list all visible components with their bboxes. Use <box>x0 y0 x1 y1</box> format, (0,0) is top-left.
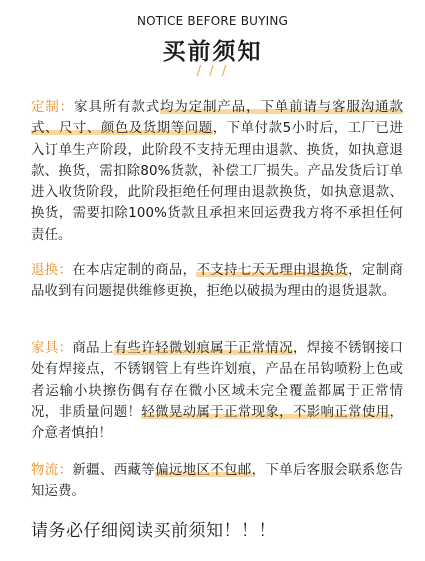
returns-highlight-1: 不支持七天无理由退换货 <box>196 263 349 278</box>
furniture-label: 家具： <box>31 341 73 356</box>
furniture-text-1: 商品上 <box>72 341 114 356</box>
shipping-section <box>31 460 403 503</box>
reminder-footer: 请务必仔细阅读买前须知！！！ <box>31 521 276 541</box>
custom-highlight-1: 均为定制产品，下单前请与客服沟通款式、尺寸、颜色及货期等问题 <box>31 100 403 137</box>
custom-label: 定制： <box>31 100 75 115</box>
custom-text-2: ，下单付款5小时后，工厂已进入订单生产阶段，此阶段不支持无理由退款、换货，如执意退款、换货，需扣除80%货款，补偿工厂损失。产品发货后订单进入收货阶段，此阶段拒绝任何理由退款换货，如执意退款、换货，需要扣除100%货款且承担来回运费我方将不承担任何责任。 <box>31 121 403 243</box>
returns-text-1: 在本店定制的商品， <box>72 263 197 278</box>
notice-title: 买前须知 <box>162 39 263 65</box>
returns-section <box>31 260 403 303</box>
returns-label: 退换： <box>31 263 73 278</box>
furniture-text-3: ，介意者慎拍！ <box>31 404 403 442</box>
shipping-label: 物流： <box>31 463 73 478</box>
shipping-highlight-1: 偏远地区不包邮 <box>155 463 252 478</box>
notice-eyebrow: NOTICE BEFORE BUYING <box>136 14 289 28</box>
custom-text-1: 家具所有款式 <box>74 100 161 115</box>
returns-text-2: ，定制商品收到有问题提供维修更换，拒绝以破损为理由的退货退款。 <box>31 263 403 300</box>
furniture-text-2: ，焊接不锈钢接口处有焊接点，不锈钢管上有些许划痕，产品在吊钩喷粉上色或者运输小块擦伤偶有存在微小区域未完全覆盖都属于正常情况，非质量问题！ <box>31 341 403 420</box>
furniture-highlight-2: 轻微晃动属于正常现象，不影响正常使用 <box>141 404 390 420</box>
custom-section <box>31 97 403 246</box>
furniture-section <box>31 338 403 444</box>
shipping-text-1: 新疆、西藏等 <box>72 463 156 478</box>
furniture-highlight-1: 有些许轻微划痕属于正常情况 <box>113 341 293 356</box>
decorative-slashes: / / / <box>196 64 229 79</box>
shipping-text-2: ，下单后客服会联系您告知运费。 <box>31 463 403 500</box>
